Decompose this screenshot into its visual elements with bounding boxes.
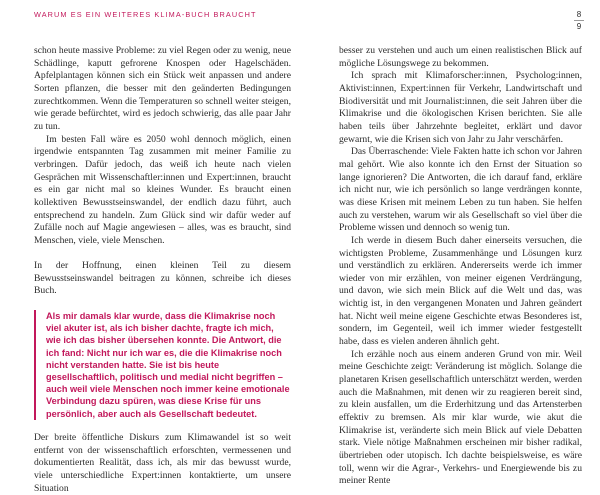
paragraph: Ich werde in diesem Buch daher einerseits versuchen, die wichtigsten Probleme, Zusammenhänge und Lösungen kurz und verständlich zu erklären. Andererseits werde ich immer wieder von mir erzählen, von meiner eigenen Verdrängung, und davon, wie sich mein Blick auf die Welt und das, was wichtig ist, in den vergangenen Monaten und Jahren geändert hat. Nicht weil meine eigene Geschichte etwas Besonderes ist, sondern, im Gegenteil, weil ich immer wieder festgestellt habe, dass es vielen anderen ähnlich geht. (339, 234, 582, 348)
paragraph: In der Hoffnung, einen kleinen Teil zu diesem Bewusstseinswandel beitragen zu können, schreibe ich dieses Buch. (34, 260, 291, 297)
paragraph: schon heute massive Probleme: zu viel Regen oder zu wenig, neue Schädlinge, kaputt gefrorene Knospen oder Hagelschäden. Apfelplantagen können sich ein Stück weit anpassen und andere Sorten pflanzen, die besser mit den geänderten Bedingungen zurechtkommen. Wenn die Temperaturen so schnell weiter steigen, wie gerade befürchtet, wird es jedoch schwierig, das alle paar Jahr zu tun. (34, 45, 291, 132)
paragraph: Ich erzähle noch aus einem anderen Grund von mir. Weil meine Geschichte zeigt: Veränderung ist möglich. Solange die planetaren Krisen gesellschaftlich unterschätzt werden, werden auch die Maßnahmen, mit denen wir zu reagieren bereit sind, zu klein ausfallen, um die Erderhitzung und das Artensterben effektiv zu bremsen. Als mir klar wurde, wie akut die Klimakrise ist, veränderte sich mein Blick auf viele Debatten stark. Viele nötige Maßnahmen erscheinen mir bisher radikal, übertrieben oder utopisch. Ich dachte beispielsweise, es wäre toll, wenn wir die Agrar-, Verkehrs- und Energiewende bis zu meiner Rente (339, 348, 582, 487)
page-header (0, 0, 600, 34)
paragraph: Im besten Fall wäre es 2050 wohl dennoch möglich, einen irgendwie entspannten Tag zusammen mit meiner Familie zu verbringen. Dafür jedoch, das weiß ich heute nach vielen Gesprächen mit Wissenschaftler:innen und Expert:innen, braucht es ein gar nicht mal so kleines Wunder. Es braucht einen kollektiven Bewusstseinswandel, der endlich dazu führt, auch entsprechend zu handeln. Zum Glück sind wir dafür weder auf Zufälle noch auf Magie angewiesen – alles, was es braucht, sind Menschen, viele, viele Menschen. (34, 133, 291, 246)
running-header-title: WARUM ES EIN WEITERES KLIMA-BUCH BRAUCHT (34, 10, 257, 19)
page-numbers (572, 9, 586, 32)
left-column (34, 45, 291, 495)
right-column (339, 45, 582, 488)
paragraph: Das Überraschende: Viele Fakten hatte ich schon vor Jahren mal gehört. Wie also konnte ich den Ernst der Situation so lange ignorieren? Die Antworten, die ich darauf fand, erkläre ich nicht nur, wie ich persönlich so lange verdrängen konnte, was diese Krisen mit meinem Leben zu tun haben. Sie helfen auch zu verstehen, warum wir als Gesellschaft so viel über die Probleme wissen und dennoch so wenig tun. (339, 146, 583, 234)
paragraph: Ich sprach mit Klimaforscher:innen, Psycholog:innen, Aktivist:innen, Expert:innen für Verkehr, Landwirtschaft und Biodiversität und mit Journalist:innen, die seit Jahren über die Klimakrise und die ökologischen Krisen berichten. Sie alle haben teils über Jahrzehnte begleitet, erklärt und davor gewarnt, wie die Krisen sich von Jahr zu Jahr verschärfen. (339, 70, 582, 145)
page-number-divider (574, 20, 584, 21)
page-number-left: 8 (576, 10, 582, 19)
paragraph: besser zu verstehen und auch um einen realistischen Blick auf mögliche Lösungswege zu bekommen. (339, 45, 582, 69)
paragraph: Der breite öffentliche Diskurs zum Klimawandel ist so weit entfernt von der wissenschaftlich erforschten, vermessenen und dokumentierten Realität, dass ich, als mir das bewusst wurde, viele unterschiedliche Expert:innen kontaktierte, um unsere Situation (34, 431, 291, 494)
page-number-right: 9 (576, 22, 582, 31)
pull-quote: Als mir damals klar wurde, dass die Klimakrise noch viel akuter ist, als ich bisher dachte, fragte ich mich, wie ich das bisher übersehen konnte. Die Antwort, die ich fand: Nicht nur ich war es, die die Klimakrise noch nicht verstanden hatte. Sie ist bis heute gesellschaftlich, politisch und medial nicht begriffen – auch weil viele Menschen noch immer keine emotionale Verbindung dazu spüren, was diese Krise für uns persönlich, aber auch als Gesellschaft bedeutet. (34, 310, 291, 420)
